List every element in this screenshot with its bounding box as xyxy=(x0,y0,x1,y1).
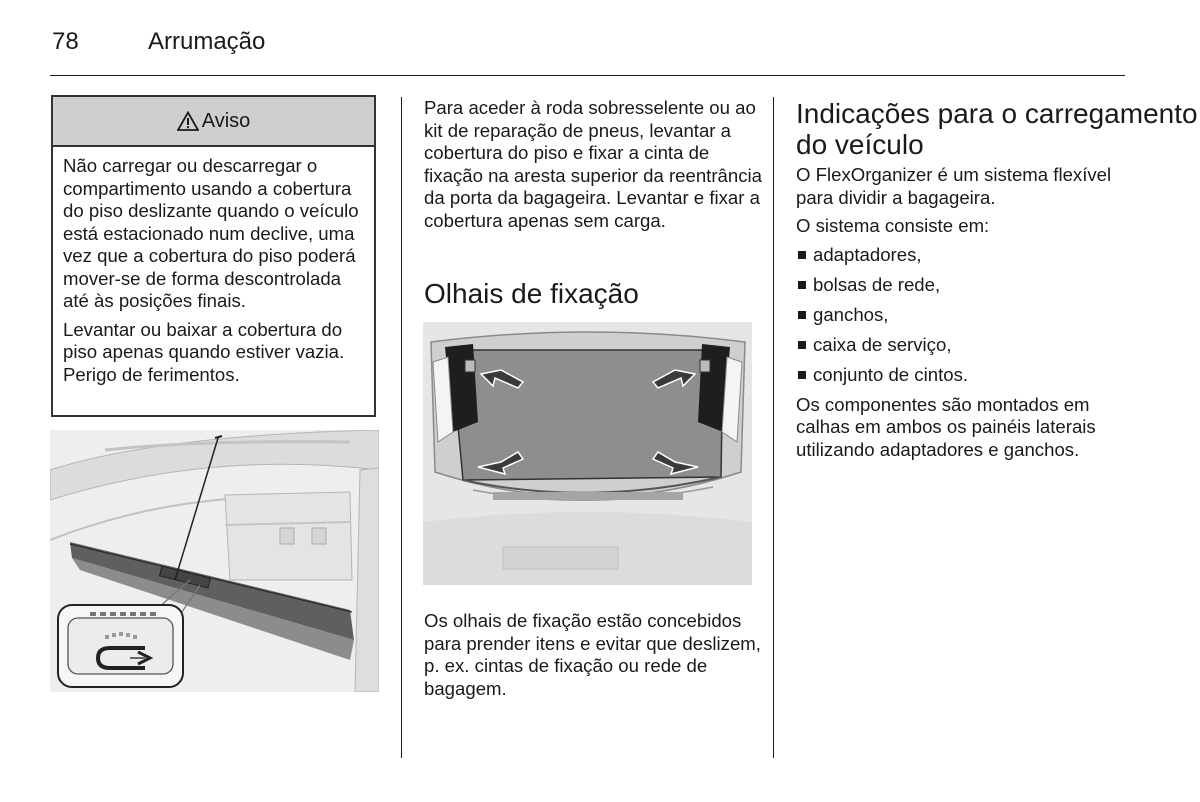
bullet-square-icon xyxy=(798,341,806,349)
list-item: caixa de serviço, xyxy=(796,334,1126,357)
bullet-square-icon xyxy=(798,281,806,289)
components-list xyxy=(796,244,1126,387)
floor-cover-illustration xyxy=(50,430,379,692)
column2-intro: Para aceder à roda sobresselente ou ao kit de reparação de pneus, levantar a cobertura do piso e fixar a cinta de fixação na aresta superior da reentrância da porta da bagageira. Levantar e fixar a cobertura apenas sem carga. xyxy=(424,97,762,231)
section-title: Arrumação xyxy=(148,28,266,55)
warning-paragraph: Não carregar ou descarregar o compartimento usando a cobertura do piso deslizante quando o veículo está estacionado num declive, uma vez que a cobertura do piso poderá mover-se de forma descontrolada até às posições finais. xyxy=(63,155,359,311)
column-divider-1 xyxy=(401,97,402,758)
bullet-square-icon xyxy=(798,251,806,259)
warning-title: Aviso xyxy=(201,109,251,132)
column3-paragraph-2: O sistema consiste em: xyxy=(796,215,990,236)
warning-triangle-icon xyxy=(177,111,199,131)
header-rule xyxy=(50,75,1125,76)
warning-box xyxy=(51,95,376,417)
warning-header xyxy=(53,97,374,147)
column2-body: Os olhais de fixação estão concebidos para prender itens e evitar que deslizem, p. ex. cintas de fixação ou rede de bagagem. xyxy=(424,610,761,699)
list-item: conjunto de cintos. xyxy=(796,364,1126,387)
olhais-heading: Olhais de fixação xyxy=(424,278,639,309)
list-item: bolsas de rede, xyxy=(796,274,1126,297)
indicacoes-heading: Indicações para o carregamento do veículo xyxy=(796,98,1198,160)
column3-paragraph-1: O FlexOrganizer é um sistema flexível para dividir a bagageira. xyxy=(796,164,1112,208)
trunk-tie-down-illustration xyxy=(423,322,752,585)
bullet-square-icon xyxy=(798,371,806,379)
page-number: 78 xyxy=(52,28,79,55)
list-item: adaptadores, xyxy=(796,244,1126,267)
warning-paragraph: Levantar ou baixar a cobertura do piso apenas quando estiver vazia. Perigo de ferimentos. xyxy=(63,318,345,385)
list-item: ganchos, xyxy=(796,304,1126,327)
column3-paragraph-3: Os componentes são montados em calhas em ambos os painéis laterais utilizando adaptadores e ganchos. xyxy=(796,393,1096,460)
bullet-square-icon xyxy=(798,311,806,319)
column-divider-2 xyxy=(773,97,774,758)
